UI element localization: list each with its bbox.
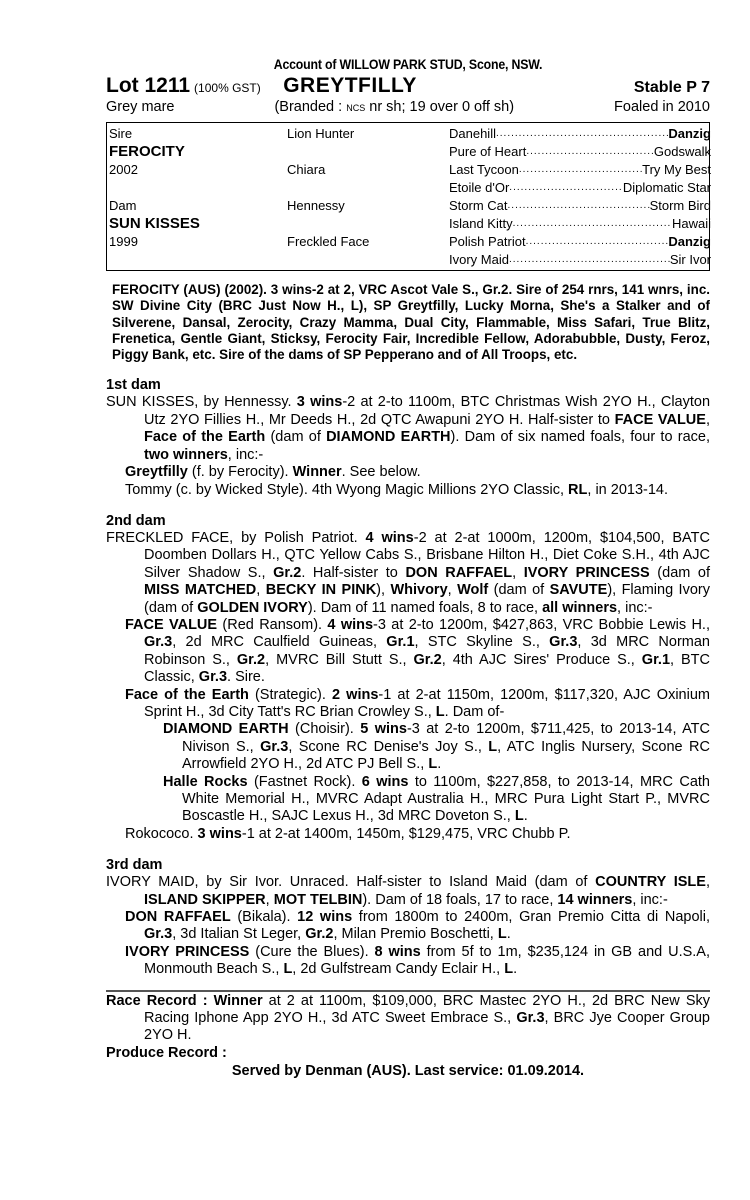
dam-section — [106, 513, 710, 843]
progeny-entry: Face of the Earth (Strategic). 2 wins-1 at 2-at 1150m, 1200m, $117,320, AJC Oxinium Sprint H., 3d City Tatt's RC Brian Crowley S., L. Dam of- — [125, 686, 710, 720]
great-grandparent-name: Pure of Heart — [449, 144, 527, 159]
sire-year: 2002 — [109, 162, 138, 177]
progeny-entry: FACE VALUE (Red Ransom). 4 wins-3 at 2-to 1200m, $427,863, VRC Bobbie Lewis H., Gr.3, 2d MRC Caulfield Guineas, Gr.1, STC Skyline S., Gr.3, 3d MRC Norman Robinson S., Gr.2, MVRC Bill Stutt S., Gr.2, 4th AJC Sires' Produce S., Gr.1, BTC Classic, Gr.3. Sire. — [125, 616, 710, 686]
sire-name: FEROCITY — [109, 143, 185, 160]
horse-name: GREYTFILLY — [283, 74, 417, 97]
leader-dots — [508, 197, 650, 215]
dam-section — [106, 857, 710, 978]
lot-number: Lot 1211 — [106, 74, 191, 97]
progeny-entry: Halle Rocks (Fastnet Rock). 6 wins to 1100m, $227,858, to 2013-14, MRC Cath White Memorial H., MVRC Adapt Australia H., MRC Pura Light Start P., MVRC Boscastle H., SAJC Lexus H., 3d MRC Doveton S., L. — [163, 773, 710, 825]
progeny-entry: Tommy (c. by Wicked Style). 4th Wyong Magic Millions 2YO Classic, RL, in 2013-14. — [125, 481, 669, 498]
leader-dots — [519, 161, 642, 179]
great-grandparent-row — [449, 251, 711, 269]
leader-dots — [526, 143, 654, 161]
stable-number: Stable P 7 — [633, 79, 710, 96]
horse-details — [106, 99, 710, 119]
catalogue-page — [106, 56, 710, 1080]
great-grandparent-sire: Storm Bird — [649, 198, 711, 213]
service-note: Served by Denman (AUS). Last service: 01.09.2014. — [231, 1063, 585, 1080]
grandparent: Chiara — [287, 162, 326, 177]
section-title: 3rd dam — [106, 857, 163, 874]
section-title: 2nd dam — [106, 512, 166, 529]
grandparent: Freckled Face — [287, 234, 370, 249]
dam-entry: IVORY MAID, by Sir Ivor. Unraced. Half-sister to Island Maid (dam of COUNTRY ISLE, ISLAND SKIPPER, MOT TELBIN). Dam of 18 foals, 17 to race, 14 winners, inc:- — [106, 874, 710, 908]
pedigree-grandparents — [287, 125, 449, 269]
great-grandparent-row — [449, 179, 711, 197]
sire-label: Sire — [109, 126, 133, 141]
family-sections — [106, 377, 710, 978]
progeny-entry: Greytfilly (f. by Ferocity). Winner. See below. — [125, 464, 421, 481]
great-grandparent-name: Ivory Maid — [449, 252, 509, 267]
progeny-entry: IVORY PRINCESS (Cure the Blues). 8 wins from 5f to 1m, $235,124 in GB and U.S.A, Monmouth Beach S., L, 2d Gulfstream Candy Eclair H., L. — [125, 943, 710, 978]
great-grandparent-sire: Diplomatic Star — [622, 180, 711, 195]
brand-info: (Branded : NCS nr sh; 19 over 0 off sh) — [274, 99, 515, 115]
great-grandparent-name: Island Kitty — [449, 216, 513, 231]
great-grandparent-name: Last Tycoon — [449, 162, 519, 177]
race-record: Race Record : Winner at 2 at 1100m, $109,000, BRC Mastec 2YO H., 2d BRC New Sky Racing Iphone App 2YO H., 3d ATC Sweet Embrace S., Gr.3, BRC Jye Cooper Group 2YO H. — [106, 992, 710, 1044]
dam-entry: FRECKLED FACE, by Polish Patriot. 4 wins-2 at 2-at 1000m, 1200m, $104,500, BATC Doomben Dollars H., QTC Yellow Cabs S., Brisbane Hilton H., Diet Coke S.H., 4th AJC Silver Shadow S., Gr.2. Half-sister to DON RAFFAEL, IVORY PRINCESS (dam of MISS MATCHED, BECKY IN PINK), Whivory, Wolf (dam of SAVUTE), Flaming Ivory (dam of GOLDEN IVORY). Dam of 11 named foals, 8 to race, all winners, inc:- — [106, 529, 711, 616]
dam-year: 1999 — [109, 234, 138, 249]
dam-entry: SUN KISSES, by Hennessy. 3 wins-2 at 2-to 1100m, BTC Christmas Wish 2YO H., Clayton Utz 2YO Fillies H., Mr Deeds H., 2d QTC Awapuni 2YO H. Half-sister to FACE VALUE, Face of the Earth (dam of DIAMOND EARTH). Dam of six named foals, four to race, two winners, inc:- — [106, 394, 711, 463]
progeny-entry: DON RAFFAEL (Bikala). 12 wins from 1800m to 2400m, Gran Premio Citta di Napoli, Gr.3, 3d Italian St Leger, Gr.2, Milan Premio Boschetti, L. — [125, 909, 711, 943]
lot-block — [106, 74, 417, 98]
great-grandparent-row — [449, 125, 711, 143]
great-grandparent-sire: Try My Best — [642, 162, 711, 177]
leader-dots — [513, 215, 672, 233]
great-grandparent-name: Etoile d'Or — [449, 180, 510, 195]
great-grandparent-row — [449, 233, 711, 251]
divider — [106, 990, 710, 992]
produce-record-label: Produce Record : — [106, 1044, 227, 1061]
vendor-account: Account of WILLOW PARK STUD, Scone, NSW. — [273, 56, 543, 72]
foaled-year: Foaled in 2010 — [614, 99, 710, 115]
progeny-entry: Rokococo. 3 wins-1 at 2-at 1400m, 1450m, $129,475, VRC Chubb P. — [125, 825, 571, 842]
progeny-entry: DIAMOND EARTH (Choisir). 5 wins-3 at 2-to 1200m, $711,425, to 2013-14, ATC Nivison S., Gr.3, Scone RC Denise's Joy S., L, ATC Inglis Nursery, Scone RC Arrowfield 2YO H., 2d ATC PJ Bell S., L. — [163, 721, 710, 773]
gst-note: (100% GST) — [194, 81, 261, 95]
pedigree-parents — [109, 125, 287, 269]
great-grandparent-row — [449, 215, 711, 233]
pedigree-great-grandparents — [449, 125, 711, 269]
leader-dots — [496, 125, 668, 143]
great-grandparent-name: Danehill — [449, 126, 496, 141]
grandparent: Lion Hunter — [287, 126, 355, 141]
great-grandparent-row — [449, 197, 711, 215]
dam-name: SUN KISSES — [109, 215, 200, 232]
leader-dots — [509, 179, 623, 197]
great-grandparent-sire: Sir Ivor — [669, 252, 711, 267]
great-grandparent-sire: Godswalk — [653, 144, 711, 159]
great-grandparent-row — [449, 143, 711, 161]
dam-section — [106, 377, 710, 498]
great-grandparent-sire: Danzig — [668, 126, 711, 141]
brand-mark: NCS — [346, 103, 366, 113]
leader-dots — [526, 233, 669, 251]
section-title: 1st dam — [106, 377, 161, 394]
grandparent: Hennessy — [287, 198, 345, 213]
pedigree-table — [106, 122, 710, 271]
horse-description: Grey mare — [106, 99, 175, 115]
great-grandparent-name: Storm Cat — [449, 198, 508, 213]
great-grandparent-sire: Danzig — [668, 234, 711, 249]
great-grandparent-sire: Hawaii — [671, 216, 711, 231]
dam-label: Dam — [109, 198, 137, 213]
lot-header — [106, 74, 710, 98]
leader-dots — [509, 251, 670, 269]
great-grandparent-row — [449, 161, 711, 179]
great-grandparent-name: Polish Patriot — [449, 234, 526, 249]
sire-summary: FEROCITY (AUS) (2002). 3 wins-2 at 2, VRC Ascot Vale S., Gr.2. Sire of 254 rnrs, 141 wnrs, inc. SW Divine City (BRC Just Now H., L), SP Greytfilly, Lucky Morna, She's a Stalker and of Silverene, Dansal, Zerocity, Crazy Mamma, Dual City, Flammable, Miss Safari, True Blitz, Frenetica, Gentle Giant, Sticksy, Ferocity Fair, Incredible Fellow, Adorabubble, Dusty, Feroz, Piggy Bank, etc. Sire of the dams of SP Pepperano and of All Troops, etc. — [112, 282, 710, 363]
